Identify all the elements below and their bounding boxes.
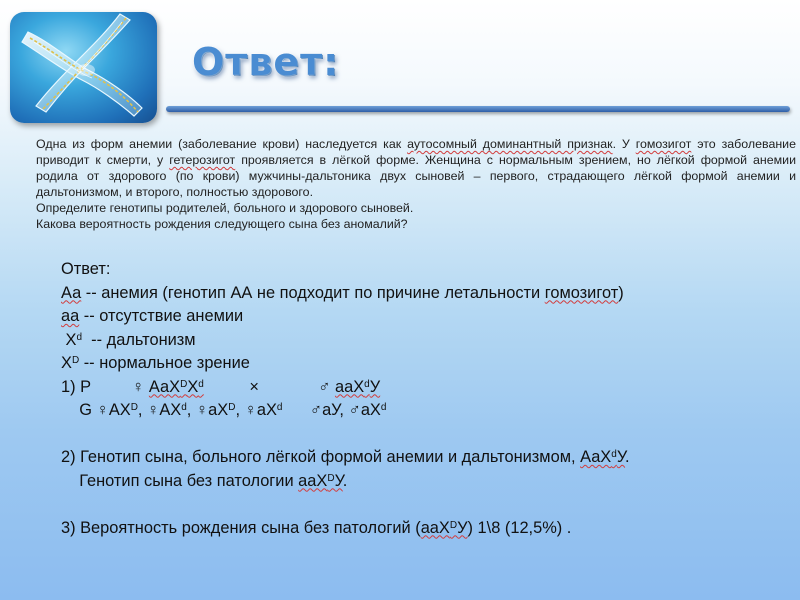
chromosome-icon bbox=[10, 12, 157, 123]
term-autosomal-dominant: аутосомный доминантный признак bbox=[407, 137, 613, 151]
answer-line-colorblind: $X^d$ -- дальтонизм bbox=[61, 330, 196, 349]
answer-line-probability: 3) Вероятность рождения сына без патологий (ааХ$^D$У) 1\8 (12,5%) . bbox=[61, 518, 572, 537]
answer-line-gametes: G $♀АХ^D$, $♀АХ^d$, $♀аХ^D$, $♀аХ^d$ ♂аУ, $♂аХ^d$ bbox=[61, 401, 387, 419]
task-question-probability: Какова вероятность рождения следующего сына без аномалий? bbox=[36, 217, 408, 231]
term-heterozygotes: гетерозигот bbox=[169, 153, 236, 167]
answer-line-no-anemia: аа -- отсутствие анемии bbox=[61, 307, 244, 325]
answer-line-healthy-son: Генотип сына без патологии ааХ$^D$У. bbox=[61, 471, 348, 490]
answer-line-normal-vision: $X^D$ -- нормальное зрение bbox=[61, 354, 250, 372]
title-divider bbox=[166, 106, 790, 112]
page-title: Ответ: bbox=[192, 40, 340, 84]
answer-heading: Ответ: bbox=[61, 260, 111, 278]
answer-block bbox=[61, 258, 781, 540]
spacer bbox=[61, 423, 781, 447]
task-question-genotypes: Определите генотипы родителей, больного и здорового сыновей. bbox=[36, 201, 414, 215]
term-homozygotes: гомозигот bbox=[635, 137, 692, 151]
chromosome-logo bbox=[10, 12, 157, 123]
answer-line-parents: 1) Р ♀ $АаХ^DХ^d$ × ♂ ааХ$^d$У bbox=[61, 377, 381, 396]
answer-line-sick-son: 2) Генотип сына, больного лёгкой формой анемии и дальтонизмом, АаХ$^d$У. bbox=[61, 448, 630, 466]
task-paragraph: Одна из форм анемии (заболевание крови) наследуется как аутосомный доминантный признак. У гомозигот это заболевание приводит к смерти, у гетерозигот проявляется в лёгкой форме. Женщина с нормальным зрением, но лёгкой формой анемии родила от здорового (по крови) мужчины-дальтоника двух сыновей – первого, страдающего лёгкой формой анемии и дальтонизмом, и второго, полностью здорового. bbox=[36, 137, 796, 199]
spacer bbox=[61, 493, 781, 517]
answer-line-anemia: Аа -- анемия (генотип АА не подходит по причине летальности гомозигот) bbox=[61, 283, 624, 302]
task-text bbox=[36, 136, 796, 232]
